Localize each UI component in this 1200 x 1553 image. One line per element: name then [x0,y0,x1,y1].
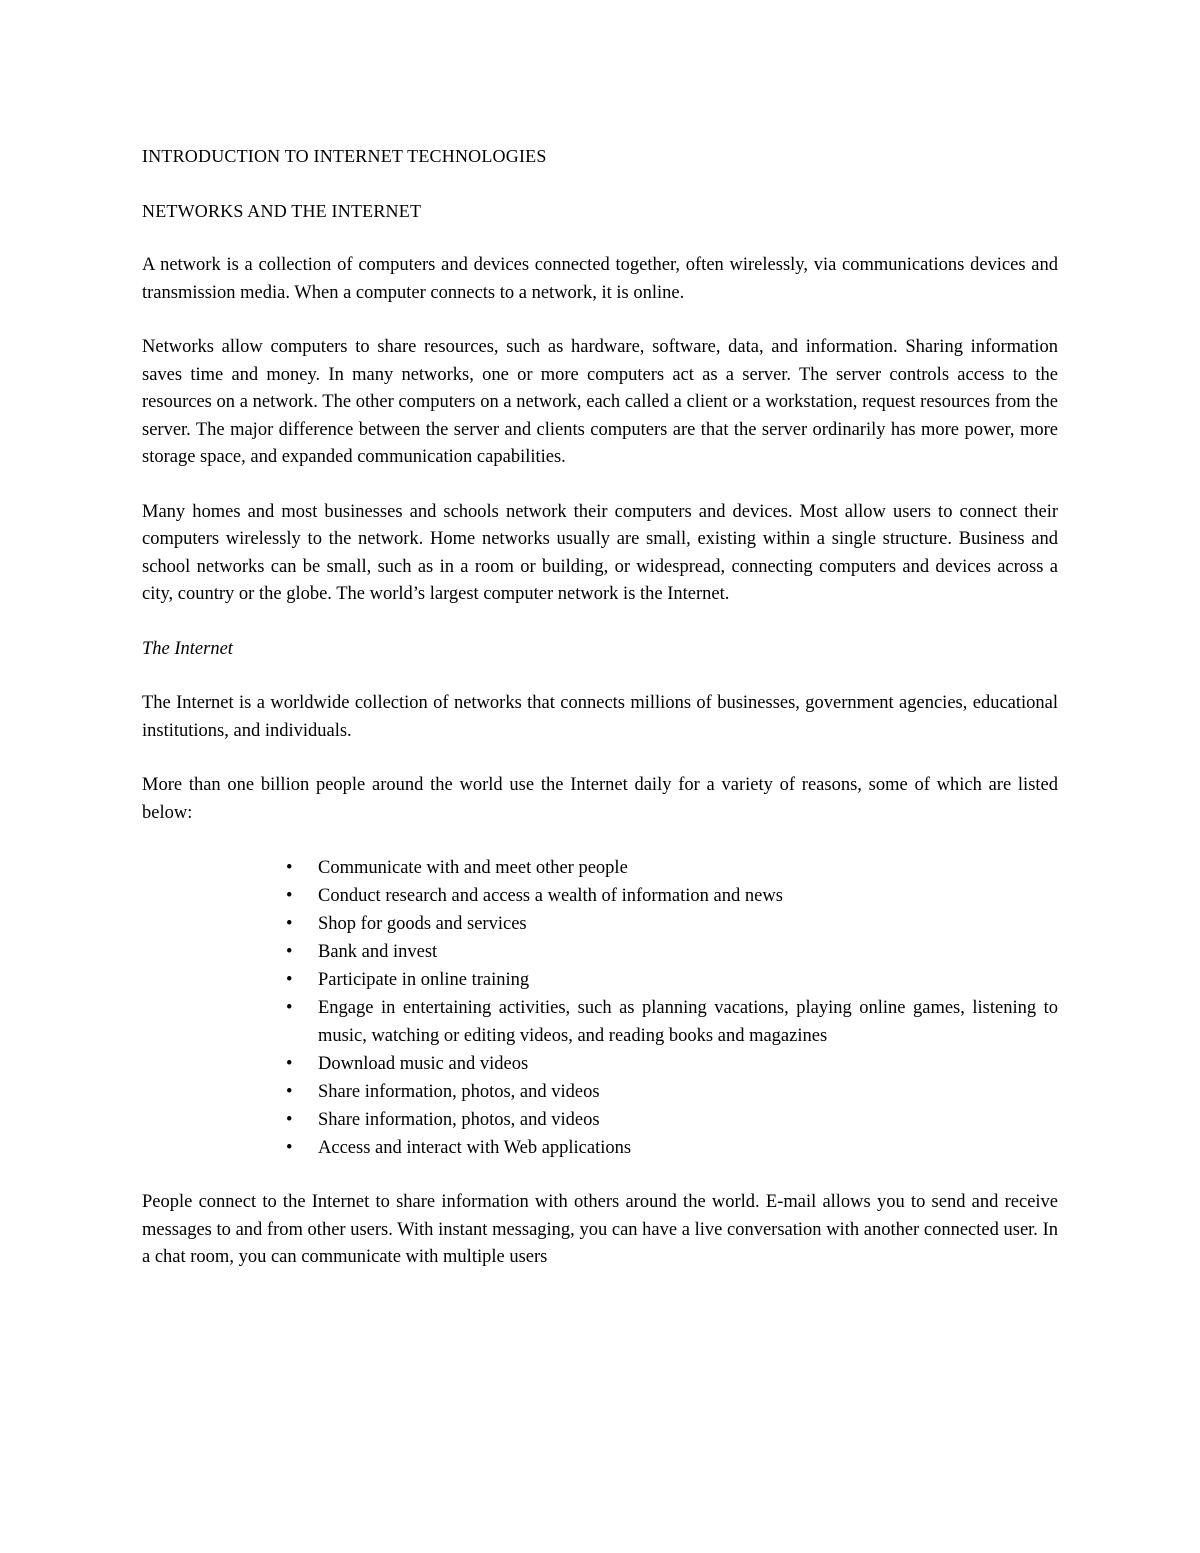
list-item: • Bank and invest [318,938,1058,966]
list-item: • Communicate with and meet other people [318,854,1058,882]
paragraph-internet-definition: The Internet is a worldwide collection of networks that connects millions of businesses, government agencies, educational institutions, and individuals. [142,693,1058,741]
section-heading: NETWORKS AND THE INTERNET [142,200,422,221]
paragraph-sharing-resources: Networks allow computers to share resources, such as hardware, software, data, and information. Sharing information saves time and money. In many networks, one or more computers act as a server. The server controls access to the resources on a network. The other computers on a network, each called a client or a workstation, request resources from the server. The major difference between the server and clients computers are that the server ordinarily has more power, more storage space, and expanded communication capabilities. [142,337,1058,467]
paragraph-network-definition: A network is a collection of computers and devices connected together, often wirelessly, via communications devices and transmission media. When a computer connects to a network, it is online. [142,255,1058,303]
list-item: • Download music and videos [318,1050,1058,1078]
list-item: • Access and interact with Web applications [318,1134,1058,1162]
paragraph-communication: People connect to the Internet to share information with others around the world. E-mail allows you to send and receive messages to and from other users. With instant messaging, you can have a live conversation with another connected user. In a chat room, you can communicate with multiple users [142,1192,1058,1267]
list-item: • Engage in entertaining activities, such as planning vacations, playing online games, listening to music, watching or editing videos, and reading books and magazines [318,994,1058,1050]
subsection-title: The Internet [142,638,233,659]
paragraph-home-business-networks: Many homes and most businesses and schools network their computers and devices. Most allow users to connect their computers wirelessly to the network. Home networks usually are small, existing within a single structure. Business and school networks can be small, such as in a room or building, or widespread, connecting computers and devices across a city, country or the globe. The world’s largest computer network is the Internet. [142,501,1058,604]
paragraph-internet-uses-intro: More than one billion people around the world use the Internet daily for a variety of reasons, some of which are listed below: [142,775,1058,823]
list-item: • Conduct research and access a wealth of information and news [318,882,1058,910]
list-item: • Participate in online training [318,966,1058,994]
list-item: • Shop for goods and services [318,910,1058,938]
internet-uses-list [142,854,1058,1162]
document-title: INTRODUCTION TO INTERNET TECHNOLOGIES [142,146,547,166]
list-item: • Share information, photos, and videos [318,1106,1058,1134]
document-page [142,143,1058,1299]
list-item: • Share information, photos, and videos [318,1078,1058,1106]
